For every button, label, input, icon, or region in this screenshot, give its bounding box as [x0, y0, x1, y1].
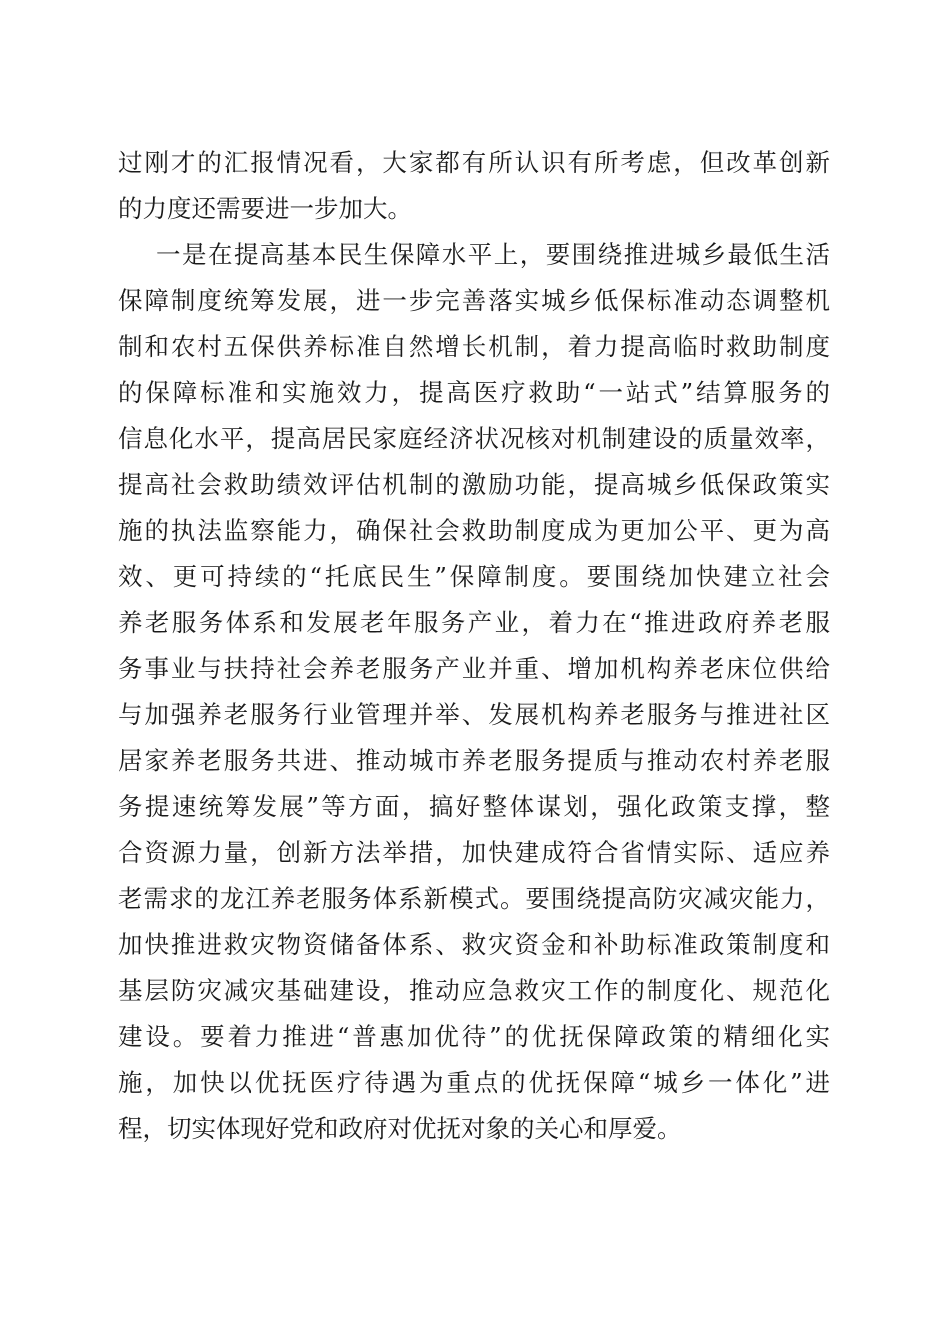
- text-line: 施的执法监察能力，确保社会救助制度成为更加公平、更为高: [118, 516, 830, 545]
- text-line: 合资源力量，创新方法举措，加快建成符合省情实际、适应养: [118, 838, 830, 867]
- text-line: 务提速统筹发展”等方面，搞好整体谋划，强化政策支撑，整: [118, 792, 830, 821]
- paragraph-livelihood-security: [118, 232, 830, 1152]
- text-line: 基层防灾减灾基础建设，推动应急救灾工作的制度化、规范化: [118, 976, 830, 1005]
- text-line: 提高社会救助绩效评估机制的激励功能，提高城乡低保政策实: [118, 470, 830, 499]
- text-line: 一是在提高基本民生保障水平上，要围绕推进城乡最低生活: [156, 240, 830, 269]
- text-line: 保障制度统筹发展，进一步完善落实城乡低保标准动态调整机: [118, 286, 830, 315]
- text-line: 效、更可持续的“托底民生”保障制度。要围绕加快建立社会: [118, 562, 830, 591]
- text-line: 制和农村五保供养标准自然增长机制，着力提高临时救助制度: [118, 332, 830, 361]
- text-line: 与加强养老服务行业管理并举、发展机构养老服务与推进社区: [118, 700, 830, 729]
- text-line: 建设。要着力推进“普惠加优待”的优抚保障政策的精细化实: [118, 1022, 830, 1051]
- body-text: [118, 140, 830, 1152]
- text-line: 务事业与扶持社会养老服务产业并重、增加机构养老床位供给: [118, 654, 830, 683]
- text-line: 老需求的龙江养老服务体系新模式。要围绕提高防灾减灾能力，: [118, 884, 830, 913]
- text-line: 加快推进救灾物资储备体系、救灾资金和补助标准政策制度和: [118, 930, 830, 959]
- text-line: 的保障标准和实施效力，提高医疗救助“一站式”结算服务的: [118, 378, 830, 407]
- text-line: 的力度还需要进一步加大。: [118, 194, 412, 223]
- text-line: 养老服务体系和发展老年服务产业，着力在“推进政府养老服: [118, 608, 830, 637]
- text-line: 施，加快以优抚医疗待遇为重点的优抚保障“城乡一体化”进: [118, 1068, 830, 1097]
- text-line: 过刚才的汇报情况看，大家都有所认识有所考虑，但改革创新: [118, 148, 830, 177]
- text-line: 居家养老服务共进、推动城市养老服务提质与推动农村养老服: [118, 746, 830, 775]
- paragraph-continuation: [118, 140, 830, 232]
- text-line: 信息化水平，提高居民家庭经济状况核对机制建设的质量效率，: [118, 424, 830, 453]
- text-line: 程，切实体现好党和政府对优抚对象的关心和厚爱。: [118, 1114, 682, 1143]
